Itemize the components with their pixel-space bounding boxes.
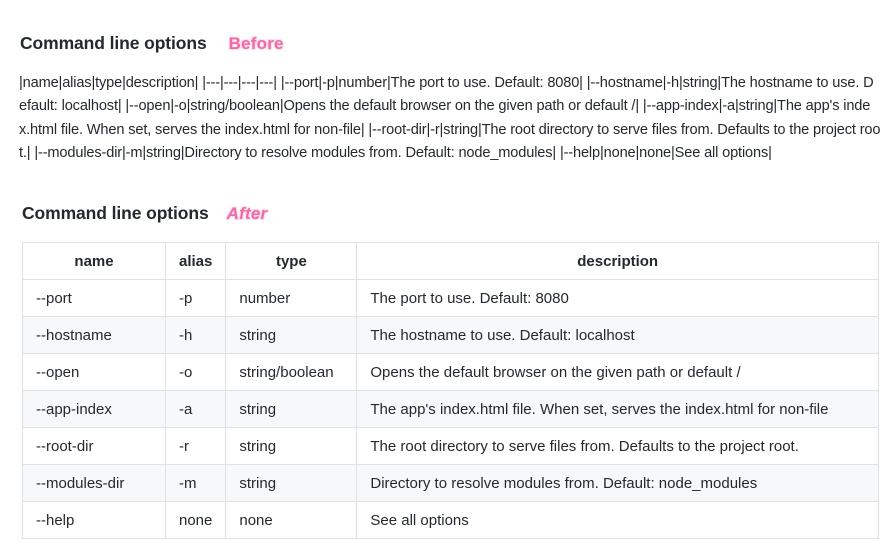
cell-name: --app-index bbox=[23, 391, 166, 428]
table-row bbox=[23, 354, 879, 391]
cell-type: none bbox=[226, 502, 357, 539]
cell-name: --modules-dir bbox=[23, 465, 166, 502]
options-table bbox=[22, 242, 879, 539]
cell-type: number bbox=[226, 280, 357, 317]
before-section-heading: Command line options bbox=[20, 33, 207, 53]
table-header-row bbox=[23, 243, 879, 280]
cell-description: The app's index.html file. When set, serves the index.html for non-file bbox=[357, 391, 879, 428]
cell-name: --root-dir bbox=[23, 428, 166, 465]
cell-alias: -h bbox=[166, 317, 226, 354]
column-header-name: name bbox=[23, 243, 166, 280]
cell-type: string/boolean bbox=[226, 354, 357, 391]
cell-type: string bbox=[226, 428, 357, 465]
column-header-alias: alias bbox=[166, 243, 226, 280]
cell-name: --open bbox=[23, 354, 166, 391]
cell-description: The root directory to serve files from. Defaults to the project root. bbox=[357, 428, 879, 465]
table-row bbox=[23, 391, 879, 428]
cell-name: --help bbox=[23, 502, 166, 539]
cell-alias: none bbox=[166, 502, 226, 539]
table-row bbox=[23, 502, 879, 539]
column-header-type: type bbox=[226, 243, 357, 280]
cell-description: The port to use. Default: 8080 bbox=[357, 280, 879, 317]
cell-description: Opens the default browser on the given path or default / bbox=[357, 354, 879, 391]
raw-markdown-text: |name|alias|type|description| |---|---|---|---| |--port|-p|number|The port to use. Default: 8080| |--hostname|-h|string|The hostname to use. Default: localhost| |--open|-o|string/boolean|Opens the default browser on the given path or default /| |--app-index|-a|string|The app's index.html file. When set, serves the index.html for non-file| |--root-dir|-r|string|The root directory to serve files from. Defaults to the project root.| |--modules-dir|-m|string|Directory to resolve modules from. Default: node_modules| |--help|none|none|See all options| bbox=[19, 75, 881, 162]
cell-description: The hostname to use. Default: localhost bbox=[357, 317, 879, 354]
after-tag: After bbox=[226, 204, 268, 223]
table-row bbox=[23, 317, 879, 354]
cell-alias: -a bbox=[166, 391, 226, 428]
after-heading-row bbox=[22, 203, 267, 224]
table-row bbox=[23, 465, 879, 502]
table-row bbox=[23, 428, 879, 465]
before-heading-row bbox=[20, 33, 284, 54]
cell-alias: -m bbox=[166, 465, 226, 502]
table-row bbox=[23, 280, 879, 317]
cell-type: string bbox=[226, 317, 357, 354]
cell-name: --hostname bbox=[23, 317, 166, 354]
cell-description: Directory to resolve modules from. Default: node_modules bbox=[357, 465, 879, 502]
cell-name: --port bbox=[23, 280, 166, 317]
cell-alias: -p bbox=[166, 280, 226, 317]
cell-type: string bbox=[226, 465, 357, 502]
after-section-heading: Command line options bbox=[22, 203, 209, 223]
before-tag: Before bbox=[228, 34, 284, 53]
column-header-description: description bbox=[357, 243, 879, 280]
cell-alias: -o bbox=[166, 354, 226, 391]
cell-description: See all options bbox=[357, 502, 879, 539]
cell-type: string bbox=[226, 391, 357, 428]
cell-alias: -r bbox=[166, 428, 226, 465]
